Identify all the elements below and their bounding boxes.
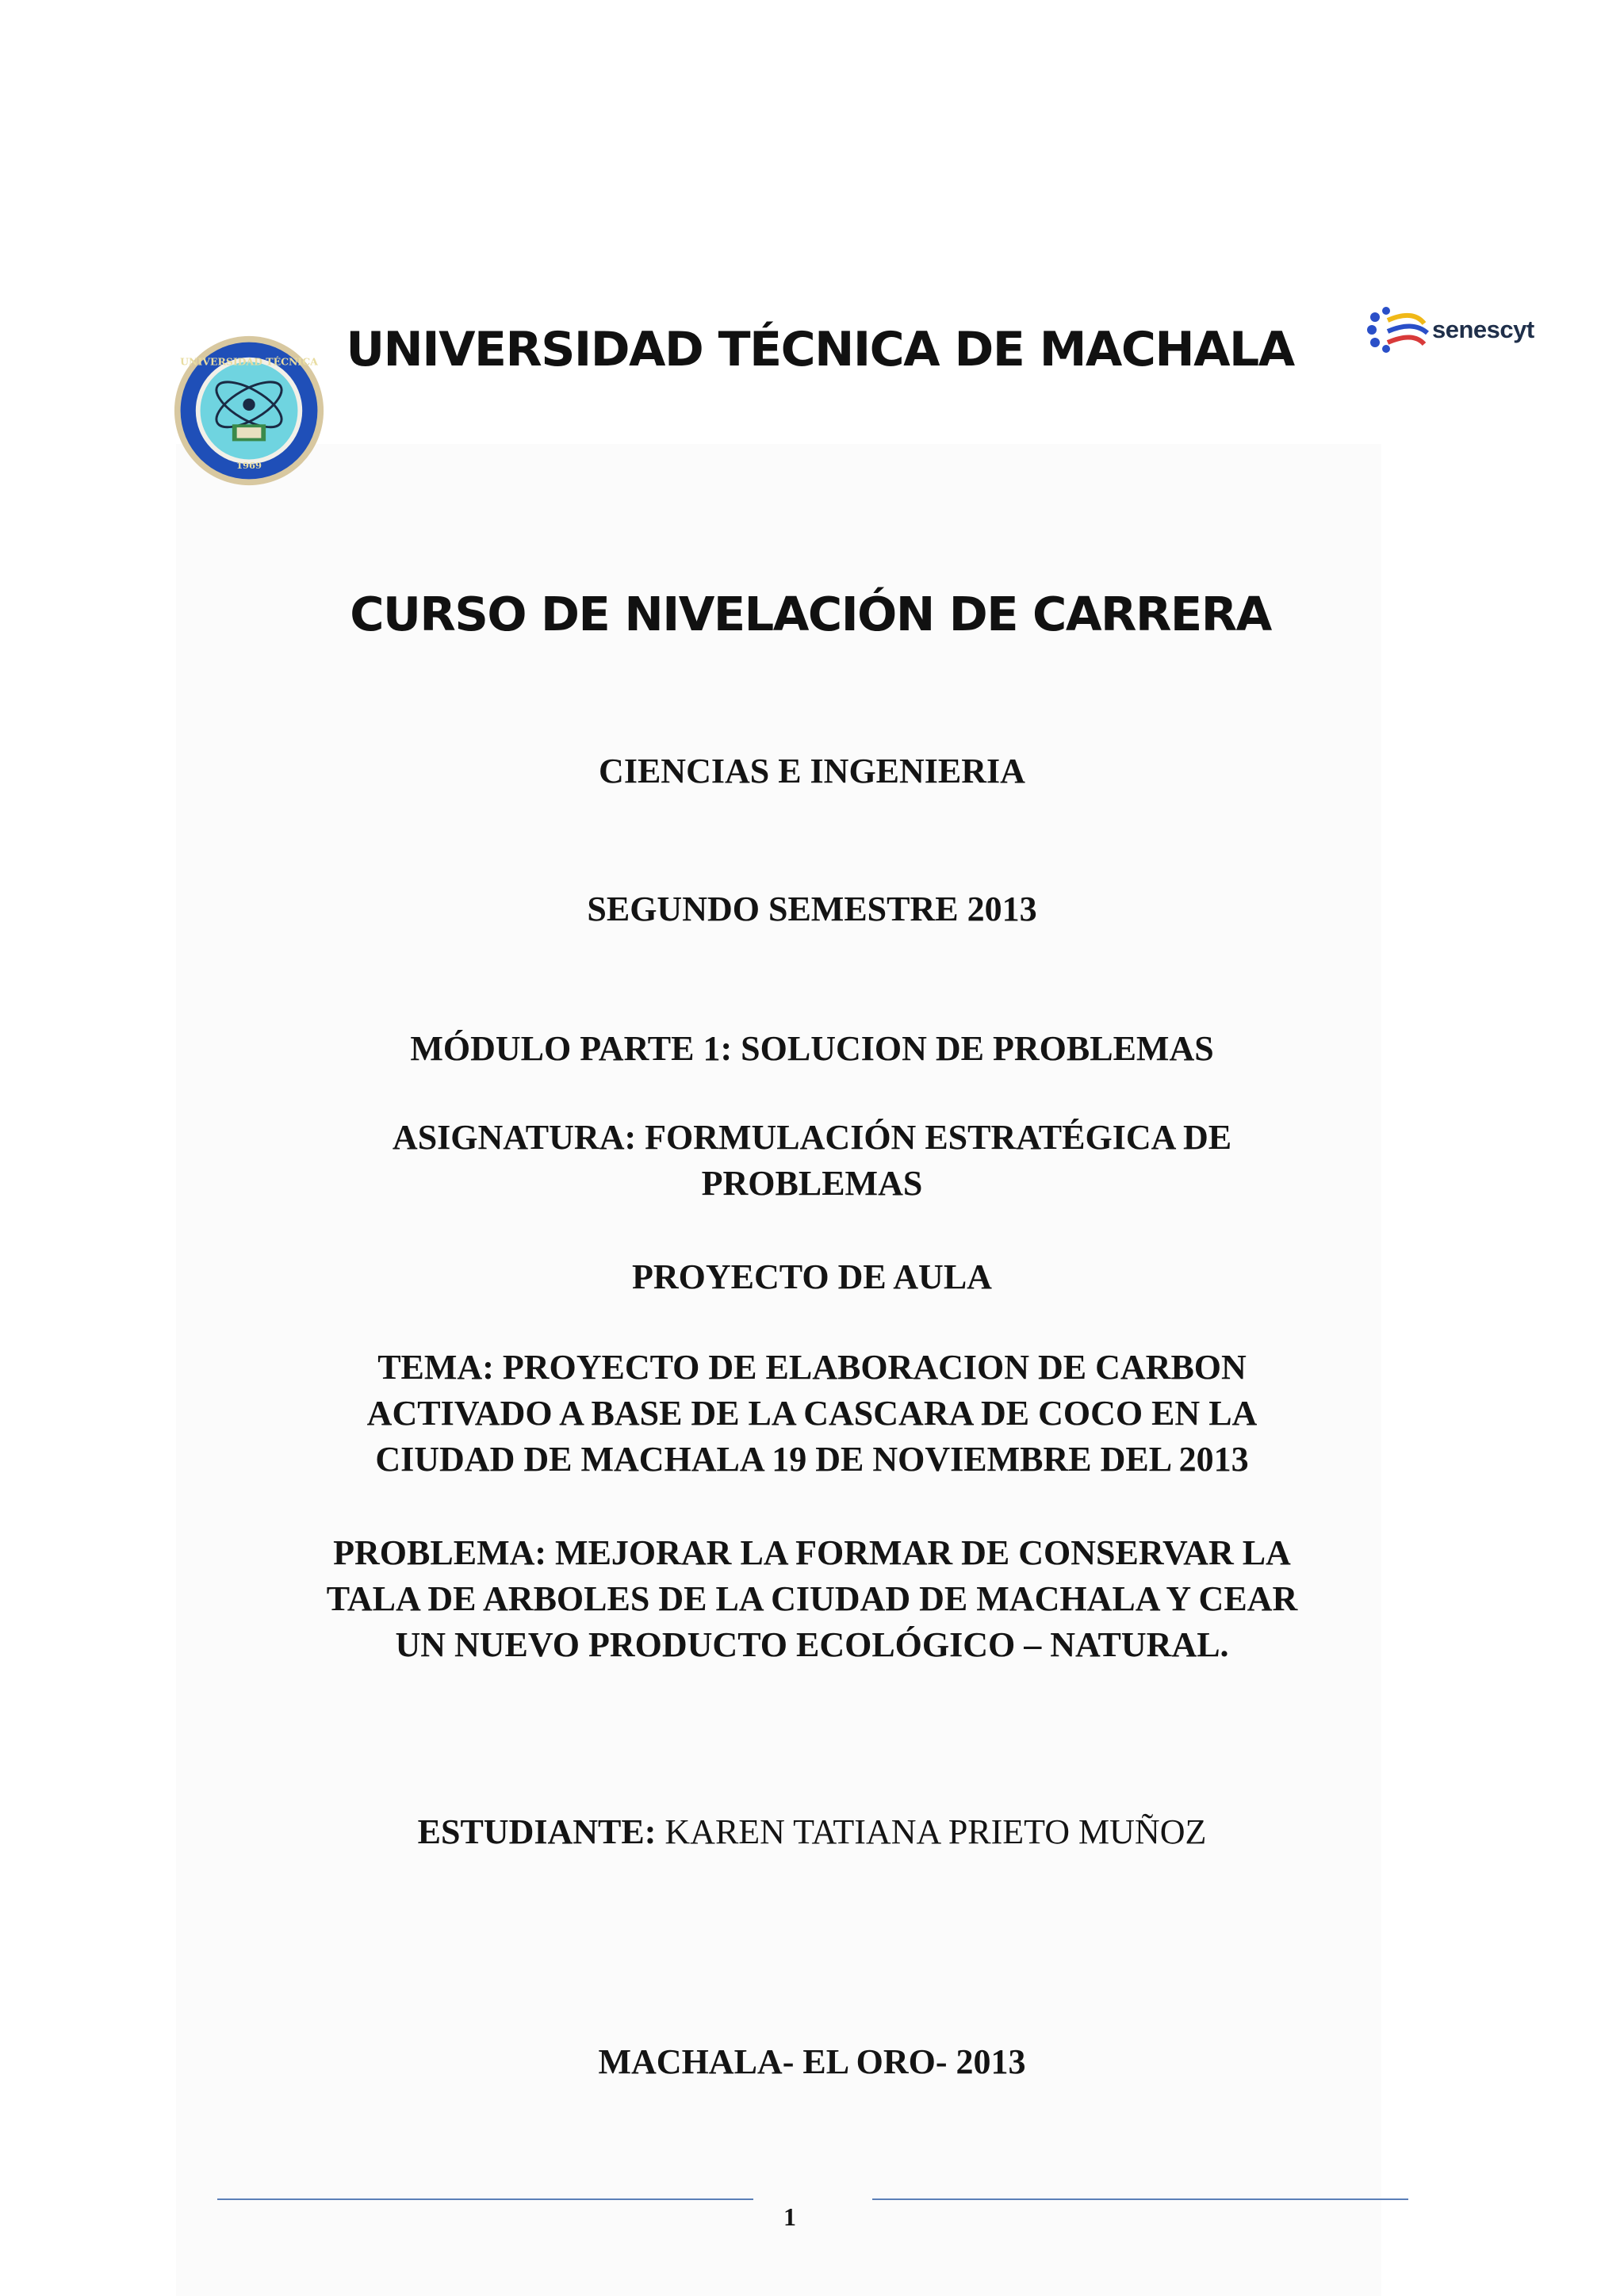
student-name: KAREN TATIANA PRIETO MUÑOZ — [665, 1812, 1207, 1851]
topic-line: TEMA: PROYECTO DE ELABORACION DE CARBON — [377, 1348, 1247, 1387]
semester-heading: SEGUNDO SEMESTRE 2013 — [587, 890, 1037, 928]
topic-block — [0, 1345, 1624, 1483]
page-number: 1 — [783, 2202, 796, 2231]
subject-heading — [0, 1115, 1624, 1207]
subject-line: PROBLEMAS — [701, 1164, 923, 1203]
place-date: MACHALA- EL ORO- 2013 — [598, 2042, 1026, 2081]
footer-rule-right — [872, 2198, 1408, 2200]
senescyt-wordmark: senescyt — [1432, 316, 1534, 343]
problem-line: TALA DE ARBOLES DE LA CIUDAD DE MACHALA Y CEAR — [326, 1579, 1298, 1618]
student-line — [0, 1809, 1624, 1855]
course-title: CURSO DE NIVELACIÓN DE CARRERA — [350, 587, 1271, 641]
area-heading: CIENCIAS E INGENIERIA — [599, 752, 1025, 790]
subject-line: ASIGNATURA: FORMULACIÓN ESTRATÉGICA DE — [392, 1118, 1232, 1157]
student-label: ESTUDIANTE: — [417, 1812, 657, 1851]
svg-text:1969: 1969 — [236, 459, 262, 471]
svg-text:UNIVERSIDAD TÉCNICA: UNIVERSIDAD TÉCNICA — [180, 355, 318, 368]
footer-rule-left — [217, 2198, 753, 2200]
university-title: UNIVERSIDAD TÉCNICA DE MACHALA — [346, 322, 1294, 377]
module-heading: MÓDULO PARTE 1: SOLUCION DE PROBLEMAS — [410, 1029, 1214, 1068]
topic-line: ACTIVADO A BASE DE LA CASCARA DE COCO EN LA — [366, 1394, 1258, 1433]
topic-line: CIUDAD DE MACHALA 19 DE NOVIEMBRE DEL 2013 — [375, 1440, 1249, 1479]
project-type-heading: PROYECTO DE AULA — [632, 1257, 992, 1296]
problem-block — [0, 1530, 1624, 1668]
problem-line: PROBLEMA: MEJORAR LA FORMAR DE CONSERVAR LA — [333, 1533, 1291, 1572]
problem-line: UN NUEVO PRODUCTO ECOLÓGICO – NATURAL. — [395, 1625, 1229, 1664]
